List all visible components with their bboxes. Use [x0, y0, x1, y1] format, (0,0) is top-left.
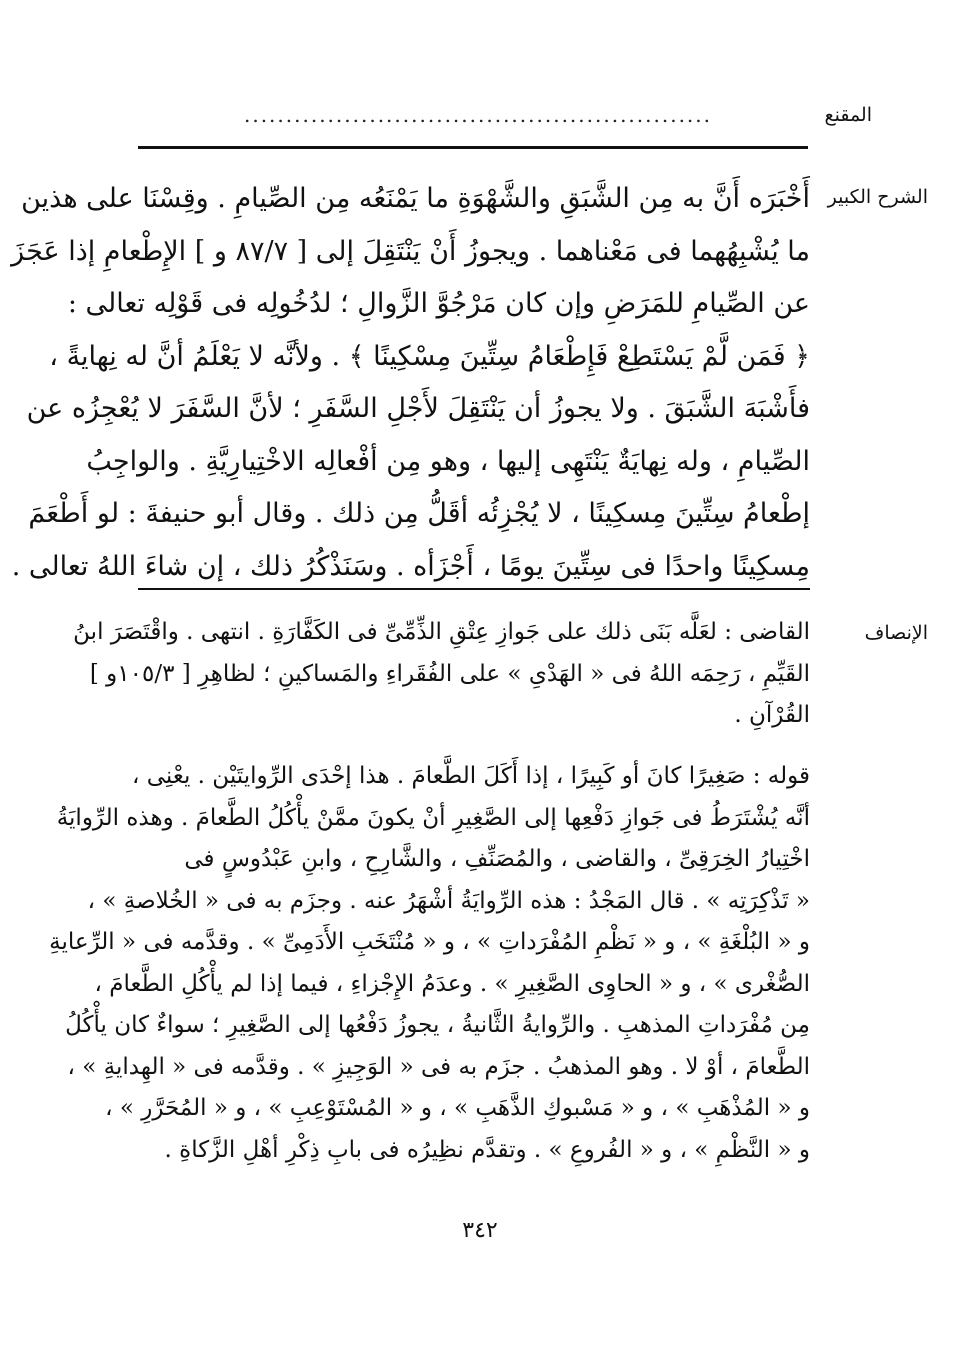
- text-line: الصُّغْرى » ، و « الحاوِى الصَّغِيرِ » . وعدَمُ الإِجْزاءِ ، فيما إذا لم يأْكُلِ الطَّعامَ ،: [94, 970, 810, 997]
- text-line: أنَّه يُشْتَرَطُ فى جَوازِ دَفْعِها إلى الصَّغِيرِ أنْ يكونَ ممَّنْ يأْكُلُ الطَّعامَ . وهذه الرِّوايَةُ: [56, 804, 810, 831]
- insaf-text-top: [73, 612, 810, 737]
- sharh-section-label: الشرح الكبير: [827, 186, 928, 208]
- text-line: و « النَّظْمِ » ، و « الفُروعِ » . وتقدَّم نظِيرُه فى بابِ ذِكْرِ أهْلِ الزَّكاةِ .: [164, 1136, 810, 1163]
- text-line: فأَشْبَهَ الشَّبَقَ . ولا يجوزُ أن يَنْتَقِلَ لأَجْلِ السَّفَرِ ؛ لأنَّ السَّفَرَ لا يُعْجِزُه عن: [26, 393, 810, 424]
- text-line: القُرْآنِ .: [734, 702, 810, 728]
- text-line: الصِّيامِ ، وله نِهايَةٌ يَنْتَهِى إليها ، وهو مِن أفْعالِه الاخْتِيارِيَّةِ . والواجِبُ: [86, 445, 810, 477]
- header-rule: [138, 146, 808, 149]
- book-title: المقنع: [824, 104, 872, 126]
- text-line: عن الصِّيامِ للمَرَضِ وإن كان مَرْجُوَّ الزَّوالِ ؛ لدُخُولِه فى قَوْلِه تعالى :: [67, 288, 810, 319]
- section-divider: [138, 588, 810, 590]
- insaf-section-label: الإنصاف: [864, 622, 928, 644]
- text-line: و « البُلْغَةِ » ، و « نَظْمِ المُفْرَداتِ » ، و « مُنْتَخَبِ الأَدَمِىِّ » . وقدَّمه فى « الرِّعايةِ: [49, 929, 810, 955]
- page-number: ٣٤٢: [462, 1218, 498, 1243]
- text-line: و « المُذْهَبِ » ، و « مَسْبوكِ الذَّهَبِ » ، و « المُسْتَوْعِبِ » ، و « المُحَرَّرِ » ،: [105, 1095, 810, 1121]
- text-line: قوله : صَغِيرًا كانَ أو كَبِيرًا ، إذا أَكَلَ الطَّعامَ . هذا إحْدَى الرِّوايتَيْن . يعْنِى ،: [132, 763, 810, 789]
- text-line: ما يُشْبِهُهما فى مَعْناهما . ويجوزُ أَنْ يَنْتَقِلَ إلى [ ٨٧/٧ و ] الإِطْعامِ إذا عَجَزَ: [11, 235, 810, 267]
- main-text-block: [11, 173, 810, 593]
- text-line: القَيِّمِ ، رَحِمَه اللهُ فى « الهَدْىِ » على الفُقَراءِ والمَساكينِ ؛ لظاهِرِ [ ١٠٥/٣و ]: [89, 660, 810, 687]
- text-line: « تَذْكِرَتِه » . قال المَجْدُ : هذه الرِّوايَةُ أشْهَرُ عنه . وجزَم به فى « الخُلاصةِ » ،: [87, 887, 810, 914]
- text-line: إطْعامُ سِتِّينَ مِسكِينًا ، لا يُجْزِئُه أقَلُّ مِن ذلك . وقال أبو حنيفةَ : لو أَطْعَمَ: [28, 498, 810, 529]
- text-line: ﴿ فَمَن لَّمْ يَسْتَطِعْ فَإِطْعَامُ سِتِّينَ مِسْكِينًا ﴾ . ولأنَّه لا يَعْلَمُ أنَّ له نِهايةً ،: [49, 340, 810, 372]
- text-line: اخْتِيارُ الخِرَقِىِّ ، والقاضى ، والمُصَنِّفِ ، والشَّارِحِ ، وابنِ عَبْدُوسٍ فى: [184, 846, 810, 872]
- text-line: مِن مُفْرَداتِ المذهبِ . والرِّوايةُ الثَّانيةُ ، يجوزُ دَفْعُها إلى الصَّغِيرِ ؛ سواءٌ كان يأْكُلُ: [65, 1012, 810, 1038]
- text-line: القاضى : لعَلَّه بَنَى ذلك على جَوازِ عِتْقِ الذِّمِّىِّ فى الكَفَّارَةِ . انتهى . واقْتَصَرَ ابنُ: [73, 619, 810, 645]
- text-line: الطَّعامَ ، أوْ لا . وهو المذهبُ . جزَم به فى « الوَجِيزِ » . وقدَّمه فى « الهِدايةِ » ،: [67, 1053, 810, 1080]
- text-line: مِسكِينًا واحدًا فى سِتِّينَ يومًا ، أَجْزَأه . وسَنَذْكُرُ ذلك ، إن شاءَ اللهُ تعالى .: [11, 550, 810, 582]
- insaf-text-bottom: [49, 756, 810, 1171]
- text-line: أَخْبَرَه أَنَّ به مِن الشَّبَقِ والشَّهْوَةِ ما يَمْنَعُه مِن الصِّيامِ . وقِسْنَا على هذين: [21, 183, 810, 214]
- header-dotted-line: ........................................................: [243, 103, 712, 127]
